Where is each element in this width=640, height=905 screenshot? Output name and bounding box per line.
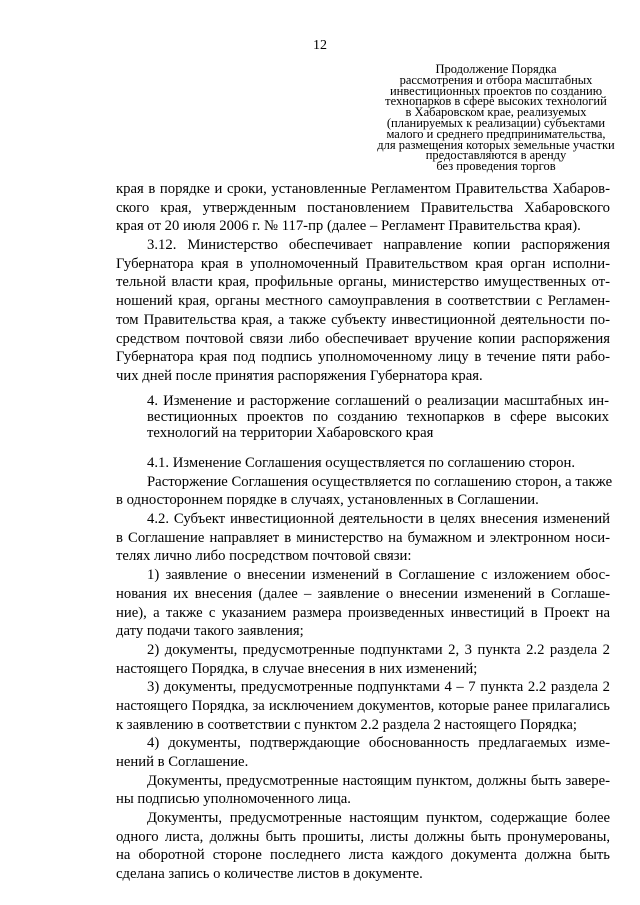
header-line: инвестиционных проектов по созданию (389, 83, 603, 98)
text-line: в Соглашение направляет в министерство на бумажном и электронном носи- (116, 529, 610, 546)
text-line: Расторжение Соглашения осуществляется по соглашению сторон, а также (147, 473, 613, 490)
text-line: края от 20 июля 2006 г. № 117-пр (далее – Регламент Правительства края). (116, 218, 581, 235)
text-line: 4) документы, подтверждающие обоснованность предлагаемых изме- (147, 735, 610, 752)
text-line: к заявлению в соответствии с пунктом 2.2 раздела 2 настоящего Порядка; (116, 716, 577, 733)
text-line: 3.12. Министерство обеспечивает направление копии распоряжения (147, 237, 610, 254)
page-number: 12 (313, 38, 327, 53)
text-line: ны подписью уполномоченного лица. (116, 791, 351, 808)
section3-continuation (116, 180, 610, 386)
document-header-note (360, 64, 632, 172)
text-line: Губернатора края в уполномоченный Правительством края орган исполни- (116, 255, 610, 272)
text-line: чих дней после принятия распоряжения Губернатора края. (116, 367, 483, 384)
header-line: для размещения которых земельные участки (377, 137, 615, 152)
header-line: рассмотрения и отбора масштабных (399, 72, 593, 87)
text-line: том Правительства края, а также субъекту инвестиционной деятельности по- (116, 311, 610, 328)
header-line: (планируемых к реализации) субъектами (386, 115, 606, 130)
text-line: 4.2. Субъект инвестиционной деятельности в целях внесения изменений (147, 511, 610, 528)
heading-line: технологий на территории Хабаровского края (147, 425, 434, 442)
text-line: ношений края, органы местного самоуправления в соответствии с Регламен- (116, 293, 610, 310)
header-line: малого и среднего предпринимательства, (386, 126, 606, 141)
text-line: края в порядке и сроки, установленные Регламентом Правительства Хабаров- (116, 181, 610, 197)
text-line: 4.1. Изменение Соглашения осуществляется по соглашению сторон. (147, 455, 576, 471)
text-line: настоящего Порядка, за исключением документов, которые ранее прилагались (116, 697, 610, 714)
header-line: Продолжение Порядка (435, 62, 557, 76)
text-line: Документы, предусмотренные настоящим пунктом, содержащие более (147, 810, 610, 827)
text-line: 2) документы, предусмотренные подпунктами 2, 3 пункта 2.2 раздела 2 (147, 641, 610, 658)
text-line: Губернатора края под подпись уполномоченному лицу в течение пяти рабо- (116, 349, 610, 366)
text-line: средством почтовой связи либо обеспечивает вручение копии распоряжения (116, 330, 610, 347)
text-line: настоящего Порядка, в случае внесения в них изменений; (116, 660, 478, 677)
text-line: дату подачи такого заявления; (116, 623, 304, 640)
text-line: нования их внесения (далее – заявление о внесении изменений в Соглаше- (116, 585, 610, 602)
heading-line: вестиционных проектов по созданию технопарков в сфере высоких (147, 409, 609, 426)
text-line: в одностороннем порядке в случаях, установленных в Соглашении. (116, 492, 539, 509)
header-line: предоставляются в аренду (425, 148, 567, 163)
text-line: 3) документы, предусмотренные подпунктами 4 – 7 пункта 2.2 раздела 2 (147, 679, 610, 696)
text-line: сделана запись о количестве листов в документе. (116, 866, 423, 883)
text-line: на оборотной стороне последнего листа каждого документа должна быть (116, 847, 610, 864)
header-line: в Хабаровском крае, реализуемых (405, 105, 587, 120)
text-line: Документы, предусмотренные настоящим пунктом, должны быть завере- (147, 772, 610, 789)
section-4-heading (147, 393, 609, 442)
header-line: технопарков в сфере высоких технологий (385, 94, 607, 109)
section4-body (116, 454, 613, 884)
text-line: ского края, утвержденным постановлением Правительства Хабаровского (116, 199, 610, 216)
text-line: телях лично либо посредством почтовой связи: (116, 548, 412, 565)
text-line: одного листа, должны быть прошиты, листы должны быть пронумерованы, (116, 828, 610, 845)
text-line: нений в Соглашение. (116, 754, 249, 770)
text-line: ние), а также с указанием размера произведенных инвестиций в Проект на (116, 604, 610, 621)
header-line: без проведения торгов (436, 159, 556, 174)
text-line: тельной власти края, профильные органы, министерство имущественных от- (116, 274, 610, 291)
heading-line: 4. Изменение и расторжение соглашений о реализации масштабных ин- (147, 393, 609, 409)
text-line: 1) заявление о внесении изменений в Соглашение с изложением обос- (147, 567, 610, 584)
